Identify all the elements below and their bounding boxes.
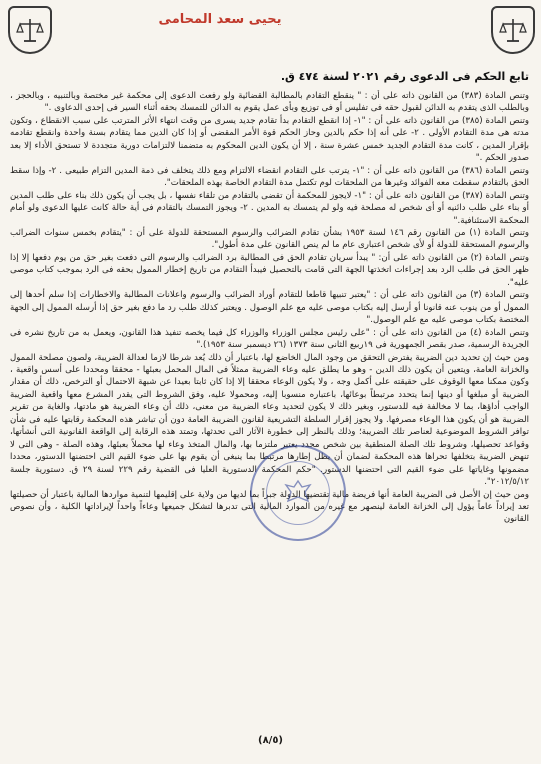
paragraph: وتنص المادة (٣٨٦) من القانون ذاته على أن : "١- يترتب على التقادم انقضاء الالتزام ومع ذلك يتخلف فى ذمة المدين التزام طبيعى . ٢- وإذا سقط الحق بالتقادم سقطت معه الفوائد وغيرها من الملحقات لوم تكتمل مدة التقادم الخاصة بهذه الملحقات". xyxy=(10,165,529,189)
paragraph: وتنص المادة (٣) من القانون ذاته على أن : "يعتبر تنبيها قاطعا للتقادم أوراد الضرائب والرسوم واعلانات المطالبة والاخطارات إذا سلم أحدها إلى الممول أو من ينوب عنه قانونا أو أرسل إليه بكتاب موصى عليه مع علم الوصول . ويعتبر كذلك طلب رد ما دفع بغير حق إذا أرسله الممول إلى الجهة المختصة بكتاب موصى عليه مع علم الوصول." xyxy=(10,290,529,326)
paragraph: وتنص المادة (٢) من القانون ذاته على أن: " يبدأ سريان تقادم الحق فى المطالبة برد الضرائب والرسوم التى دفعت بغير حق من يوم دفعها إلا إذا ظهر الحق فى طلب الرد بعد إجراءات اتخذتها الجهة التى قامت بالتحصيل فيبدأ التقادم من تاريخ إخطار الممول بحقه فى الرد بموجب كتاب موصى عليه". xyxy=(10,252,529,288)
ruling-title: تابع الحكم فى الدعوى رقم ٢٠٢١ لسنة ٤٧٤ ق. xyxy=(280,70,529,83)
bar-association-emblem-right xyxy=(491,6,535,54)
paragraph: وتنص المادة (١) من القانون رقم ١٤٦ لسنة ١٩٥٣ بشأن تقادم الضرائب والرسوم المستحقة للدولة على أن : "يتقادم بخمس سنوات الضرائب والرسوم المستحقة للدولة أو لأى شخص اعتبارى عام ما لم ينص القانون على مدة أطول". xyxy=(10,227,529,251)
paragraph: ومن حيث إن الأصل فى الضريبة العامة أنها فريضة مالية تقتضيها الدولة جبراً بما لديها من ولاية على إقليمها لتنمية مواردها المالية باعتبار أن حصيلتها تعد إيراداً عاماً يؤول إلى الخزانة العامة لينصهر مع غيره من الموارد المالية التى تدبرها لتشكل جميعها وعاءاً واحداً لإيراداتها الكلية ، وأن نصوص القانون xyxy=(10,489,529,525)
paragraph: وتنص المادة (٣٨٣) من القانون ذاته على أن : " ينقطع التقادم بالمطالبة القضائية ولو رفعت الدعوى إلى محكمة غير مختصة وبالتنبيه ، وبالحجز ، وبالطلب الذى يتقدم به الدائن لقبول حقه فى تفليس أو فى توزيع وبأى عمل يقوم به الدائن للتمسك بحقه أثناء السير فى إحدى الدعاوى ." xyxy=(10,91,529,114)
paragraph: وتنص المادة (٣٨٧) من القانون ذاته على أن : "١- لايجوز للمحكمة أن تقضى بالتقادم من تلقاء نفسها ، بل يجب أن يكون ذلك بناء على طلب المدين أو بناء على طلب دائنيه أو أى شخص له مصلحة فيه ولو لم يتمسك به المدين . ٢- ويجوز التمسك بالتقادم فى أية حالة كانت عليها الدعوى ولو أمام المحكمة الاستئنافية." xyxy=(10,190,529,226)
bar-association-emblem-left xyxy=(8,6,52,54)
page-header xyxy=(0,0,541,84)
lawyer-name: يحيى سعد المحامى xyxy=(158,12,282,27)
scales-of-justice-icon xyxy=(15,15,45,45)
ruling-body xyxy=(10,90,529,730)
page-number: (٨/٥) xyxy=(257,735,283,746)
paragraph: وتنص المادة (٤) من القانون ذاته على أن : "على رئيس مجلس الوزراء والوزراء كل فيما يخصه تنفيذ هذا القانون، ويعمل به من تاريخ نشره فى الجريدة الرسمية، صدر بقصر الجمهورية فى ١٩ربيع الثانى سنة ١٣٧٣ (٢٦ ديسمبر سنة ١٩٥٣)." xyxy=(10,327,529,351)
scales-of-justice-icon xyxy=(498,15,528,45)
paragraph: ومن حيث إن تحديد دين الضريبة يفترض التحقق من وجود المال الخاضع لها، باعتبار أن ذلك يُعد شرطا لازما لعدالة الضريبة، ولصون مصلحة الممول والخزانة العامة، ويتعين أن يكون ذلك الدين - وهو ما يطلق عليه وعاء الضريبة ممثلاً فى المال المحمل بعبئها - محققا ومحددا على أسس واقعية ، وكون ممكنا معها الوقوف على حقيقته على أكمل وجه ، ولا يكون الوعاء محققا إلا إذا كان ثابتا بعيدا عن شبهة الاحتمال أو الترخص، ذلك أن مقدار الضريبة أو مبلغها أو دينها إنما يتحدد مرتبطاً بوعائها، باعتباره منسوبا إليه، ومحمولا عليه، وفق الشروط التى يقدر المشرع معها واقعية الضريبة الواجب أداؤها، بما لا مخالفة فيه للدستور، وبغير ذلك لا يكون لتحديد وعاء الضريبة من معنى، ذلك أن وعاء الضريبة هو مادتها، والغاية من تقرير الضريبة هو أن يكون هذا الوعاء مصرفها. ولا يجوز إقرار السلطة التشريعية لقانون الضريبة العامة دون أن تباشر هذه المحكمة رقابتها عليه فى شأن توافر الشروط الموضوعية لعناصر تلك الضريبة؛ وذلك بالنظر إلى خطورة الآثار التى تحدثها، وتمتد هذه الرقابة إلى الواقعة القانونية التى أنشأتها، وقواعد تحصيلها، وشروط تلك الصلة المنطقية بين شخص محدد يعتبر ملتزما بها، والمال المتخذ وعاء لها محملاً بعبئها، وهذه الصلة - وهى التى لا تنهض الضريبة بتخلفها تحراها هذه المحكمة لضمان أن يظل إطارها مرتبطا بما ينبغى أن يقوم بها على ضوء القيم التى احتضنها الدستور، محددا مضمونها وغاياتها على ضوء القيم التى احتضنها الدستور. "حكم المحكمة الدستورية العليا فى القضية رقم ٢٢٩ لسنة ٢٩ ق. دستورية جلسة ٢٠١٢/٥/١٢". xyxy=(10,352,529,488)
paragraph: وتنص المادة (٣٨٥) من القانون ذاته على أن : "١- إذا انقطع التقادم بدأ تقادم جديد يسرى من وقت انتهاء الأثر المترتب على سبب الانقطاع ، وتكون مدته هى مدة التقادم الأولى . ٢- على أنه إذا حكم بالدين وحاز الحكم قوة الأمر المقضى أو إذا كان الدين مما يتقادم بسنة واحدة وانقطع تقادمه بإقرار المدين ، كانت مدة التقادم الجديد خمس عشرة سنة ، إلا أن يكون الدين المحكوم به متضمنا لالتزامات دورية متجددة لا تستحق الأداء إلا بعد صدور الحكم ." xyxy=(10,115,529,164)
